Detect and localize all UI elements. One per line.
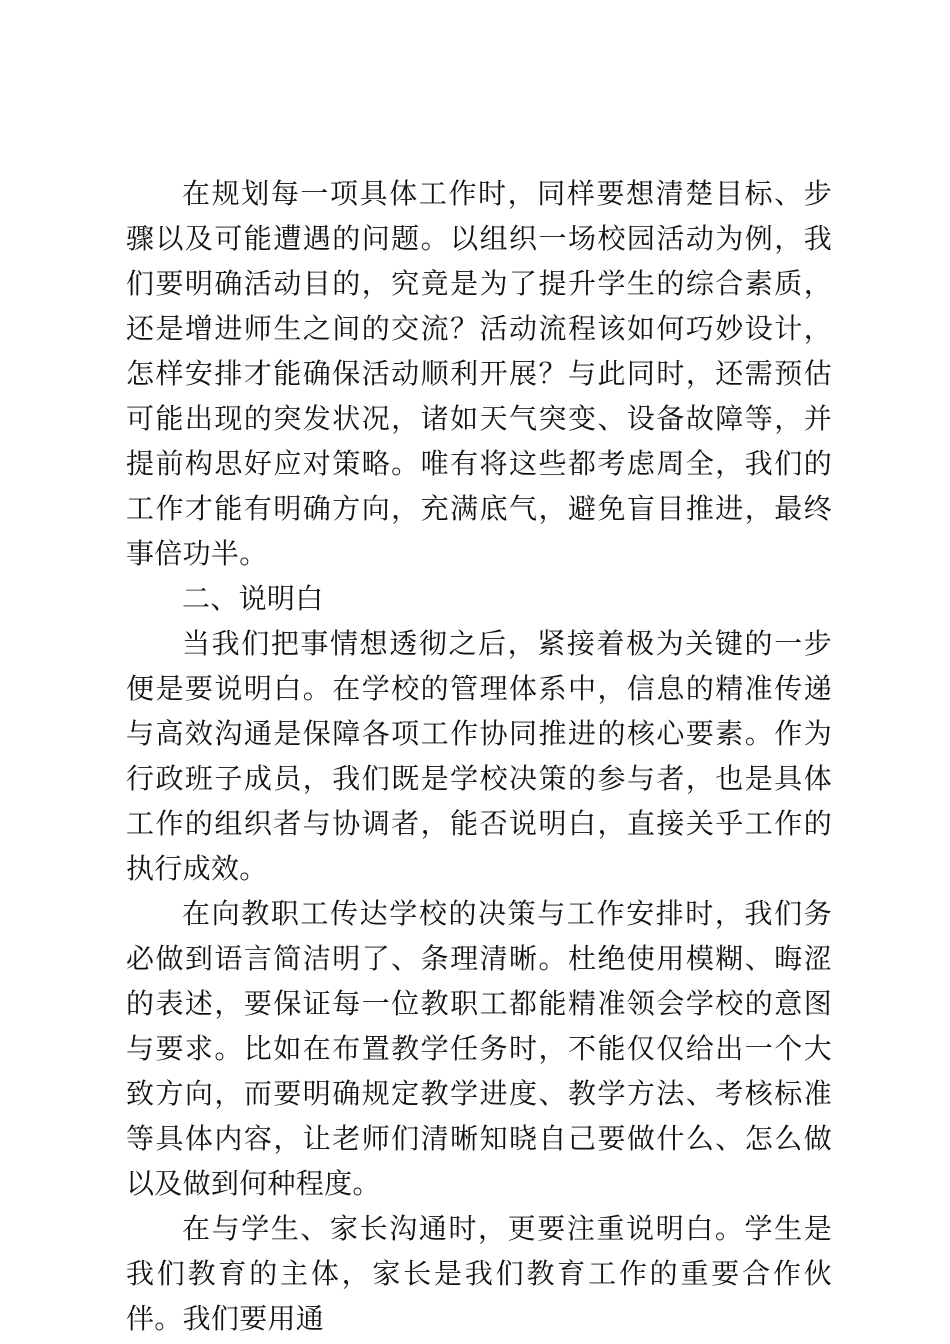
paragraph-student-parent-communication: 在与学生、家长沟通时，更要注重说明白。学生是我们教育的主体，家长是我们教育工作的重要合作伙伴。我们要用通 bbox=[126, 1212, 832, 1335]
paragraph-staff-communication: 在向教职工传达学校的决策与工作安排时，我们务必做到语言简洁明了、条理清晰。杜绝使用模糊、晦涩的表述，要保证每一位教职工都能精准领会学校的意图与要求。比如在布置教学任务时，不能仅仅给出一个大致方向，而要明确规定教学进度、教学方法、考核标准等具体内容，让老师们清晰知晓自己要做什么、怎么做以及做到何种程度。 bbox=[126, 897, 832, 1200]
paragraph-explain-importance: 当我们把事情想透彻之后，紧接着极为关键的一步便是要说明白。在学校的管理体系中，信息的精准传递与高效沟通是保障各项工作协同推进的核心要素。作为行政班子成员，我们既是学校决策的参与者，也是具体工作的组织者与协调者，能否说明白，直接关乎工作的执行成效。 bbox=[126, 627, 832, 885]
paragraph-planning: 在规划每一项具体工作时，同样要想清楚目标、步骤以及可能遭遇的问题。以组织一场校园活动为例，我们要明确活动目的，究竟是为了提升学生的综合素质，还是增进师生之间的交流？活动流程该如何巧妙设计，怎样安排才能确保活动顺利开展？与此同时，还需预估可能出现的突发状况，诸如天气突变、设备故障等，并提前构思好应对策略。唯有将这些都考虑周全，我们的工作才能有明确方向，充满底气，避免盲目推进，最终事倍功半。 bbox=[126, 177, 832, 570]
document-body bbox=[126, 171, 832, 1341]
section-heading-explain-clearly: 二、说明白 bbox=[182, 582, 324, 615]
